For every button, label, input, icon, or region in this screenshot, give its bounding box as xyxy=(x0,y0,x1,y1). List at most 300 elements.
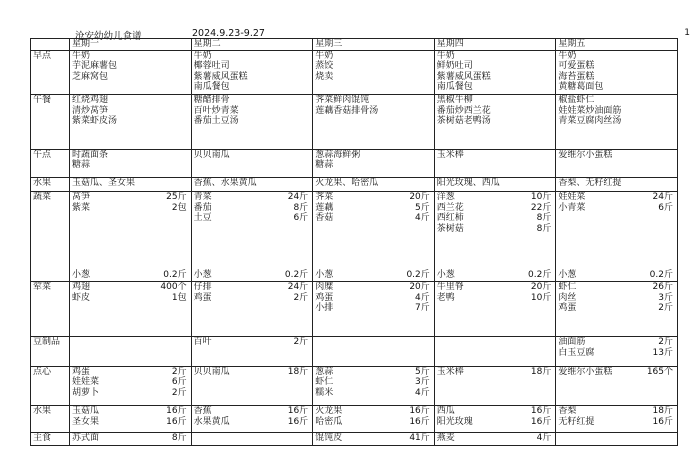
menu-item xyxy=(72,150,189,161)
category-label: 点心 xyxy=(31,366,70,406)
item-name: 南瓜餐包 xyxy=(436,82,473,92)
item-quantity: 10斤 xyxy=(530,292,552,303)
item-name: 青菜豆腐肉丝汤 xyxy=(558,116,622,127)
menu-item xyxy=(437,82,554,93)
item-name: 玉米棒 xyxy=(436,149,464,160)
menu-item xyxy=(437,61,554,72)
item-name: 火龙果、哈密瓜 xyxy=(315,177,379,188)
menu-item xyxy=(72,282,189,293)
item-name: 土豆 xyxy=(193,213,212,224)
menu-item xyxy=(194,95,311,106)
item-quantity: 5斤 xyxy=(415,202,430,213)
item-name: 紫薯威风蛋糕 xyxy=(193,71,248,82)
item-quantity: 24斤 xyxy=(287,192,309,203)
menu-item xyxy=(558,282,675,293)
menu-item xyxy=(72,72,189,83)
item-name: 牛里脊 xyxy=(436,282,464,293)
menu-cell xyxy=(434,337,556,366)
item-name: 茶树菇 xyxy=(436,223,464,234)
item-name: 仔排 xyxy=(193,282,212,293)
menu-item xyxy=(194,192,311,203)
menu-cell xyxy=(434,282,556,337)
menu-item xyxy=(194,106,311,117)
category-label: 午点 xyxy=(31,149,70,177)
menu-item xyxy=(437,178,554,189)
menu-item xyxy=(194,406,311,417)
menu-cell xyxy=(313,337,435,366)
menu-item xyxy=(558,178,675,189)
item-name: 圣女果 xyxy=(72,416,100,427)
item-name: 鸡蛋 xyxy=(72,366,91,377)
item-name: 娃娃菜 xyxy=(558,192,586,203)
menu-cell xyxy=(556,192,678,282)
menu-cell xyxy=(313,282,435,337)
category-label: 豆制品 xyxy=(31,337,70,366)
item-quantity: 4斤 xyxy=(536,433,552,444)
menu-item xyxy=(437,433,554,444)
menu-item xyxy=(315,417,432,428)
item-quantity: 16斤 xyxy=(166,406,187,417)
item-quantity: 16斤 xyxy=(409,406,430,417)
menu-item xyxy=(558,293,675,304)
menu-item xyxy=(72,203,189,214)
menu-cell xyxy=(191,95,313,149)
menu-item xyxy=(315,433,432,444)
menu-table xyxy=(30,38,678,446)
item-quantity: 20斤 xyxy=(409,282,430,293)
item-name: 小葱 xyxy=(72,269,91,280)
item-name: 阳光玫瑰、西瓜 xyxy=(436,177,500,188)
menu-item xyxy=(437,213,554,224)
page-number: 1 xyxy=(684,28,690,38)
item-quantity: 6斤 xyxy=(658,202,673,213)
menu-cell xyxy=(313,177,435,192)
item-name: 莲藕 xyxy=(315,202,334,213)
item-name: 椰蓉吐司 xyxy=(193,61,230,71)
item-name: 葱蒜 xyxy=(315,366,334,377)
menu-cell xyxy=(434,433,556,446)
item-quantity: 4斤 xyxy=(415,213,430,224)
menu-cell xyxy=(191,192,313,282)
item-quantity: 3斤 xyxy=(415,377,430,388)
menu-item xyxy=(194,116,311,127)
menu-item xyxy=(437,367,554,378)
item-name: 玉菇瓜 xyxy=(72,406,100,417)
menu-row xyxy=(31,149,678,177)
category-label: 水果 xyxy=(31,177,70,192)
item-quantity: 8斤 xyxy=(293,202,309,213)
menu-cell xyxy=(313,406,435,433)
item-quantity: 24斤 xyxy=(652,192,673,203)
menu-cell xyxy=(191,282,313,337)
menu-row xyxy=(31,192,678,282)
item-name: 贝贝南瓜 xyxy=(193,149,230,160)
day-header: 星期五 xyxy=(556,39,678,51)
menu-item xyxy=(558,367,675,378)
menu-item xyxy=(315,150,432,161)
menu-item xyxy=(437,224,554,235)
item-name: 青菜 xyxy=(193,192,212,203)
menu-row xyxy=(31,337,678,366)
item-quantity: 16斤 xyxy=(530,406,552,417)
item-quantity: 2斤 xyxy=(658,337,673,348)
category-label: 蔬菜 xyxy=(31,192,70,282)
item-name: 番茄炒西兰花 xyxy=(436,105,491,116)
menu-item xyxy=(558,106,675,117)
menu-cell xyxy=(313,95,435,149)
item-name: 鸡蛋 xyxy=(315,292,334,303)
item-name: 油面筋 xyxy=(558,337,586,348)
menu-item xyxy=(72,433,189,444)
menu-item xyxy=(437,116,554,127)
menu-cell xyxy=(313,433,435,446)
item-quantity: 0.2斤 xyxy=(406,269,430,280)
item-name: 水果黄瓜 xyxy=(193,416,230,427)
item-quantity: 2斤 xyxy=(293,337,309,348)
menu-item xyxy=(72,192,189,203)
menu-row xyxy=(31,406,678,433)
item-quantity: 2斤 xyxy=(171,387,187,398)
item-name: 鸡蛋 xyxy=(558,303,577,314)
menu-row xyxy=(31,177,678,192)
menu-item xyxy=(194,293,311,304)
menu-cell xyxy=(70,337,192,366)
item-name: 火龙果 xyxy=(315,406,343,417)
item-name: 无籽红提 xyxy=(558,416,595,427)
menu-item xyxy=(315,61,432,72)
menu-item xyxy=(437,417,554,428)
item-name: 香蕉 xyxy=(193,406,212,417)
menu-cell xyxy=(70,50,192,95)
menu-item xyxy=(72,406,189,417)
menu-item xyxy=(194,270,311,281)
item-name: 清炒莴笋 xyxy=(72,105,109,116)
item-name: 小排 xyxy=(315,303,334,314)
item-name: 娃娃菜 xyxy=(72,377,100,388)
menu-cell xyxy=(434,149,556,177)
item-name: 苏式面 xyxy=(72,433,100,444)
item-name: 烧卖 xyxy=(315,71,334,82)
item-name: 糯米 xyxy=(315,387,334,398)
item-quantity: 2斤 xyxy=(293,292,309,303)
item-quantity: 8斤 xyxy=(536,223,552,234)
item-quantity: 0.2斤 xyxy=(163,269,187,280)
menu-item xyxy=(315,270,432,281)
menu-row xyxy=(31,282,678,337)
menu-cell xyxy=(191,366,313,406)
item-quantity: 0.2斤 xyxy=(284,269,309,280)
item-name: 芋泥麻薯包 xyxy=(72,61,118,71)
item-quantity: 16斤 xyxy=(530,416,552,427)
item-quantity: 24斤 xyxy=(287,282,309,293)
item-name: 馄饨皮 xyxy=(315,433,343,444)
day-header: 星期一 xyxy=(70,39,192,51)
menu-item xyxy=(194,61,311,72)
menu-item xyxy=(437,72,554,83)
item-name: 番茄土豆汤 xyxy=(193,116,239,127)
item-name: 荠菜鲜肉馄饨 xyxy=(315,95,370,106)
item-name: 葱蒜海鲜粥 xyxy=(315,149,361,160)
menu-item xyxy=(558,192,675,203)
menu-item xyxy=(72,377,189,388)
menu-cell xyxy=(70,282,192,337)
menu-cell xyxy=(70,366,192,406)
menu-cell xyxy=(434,95,556,149)
item-name: 莴笋 xyxy=(72,192,91,203)
item-name: 黄糖葛面包 xyxy=(558,82,604,92)
item-name: 白玉豆腐 xyxy=(558,347,595,358)
item-name: 香蕉、水果黄瓜 xyxy=(193,177,257,188)
category-label: 午餐 xyxy=(31,95,70,149)
menu-item xyxy=(558,82,675,93)
item-name: 燕麦 xyxy=(436,433,455,444)
menu-item xyxy=(72,178,189,189)
menu-item xyxy=(558,150,675,161)
item-quantity: 18斤 xyxy=(652,406,673,417)
item-name: 小葱 xyxy=(558,269,577,280)
item-quantity: 25斤 xyxy=(166,192,187,203)
menu-cell xyxy=(556,95,678,149)
item-quantity: 400个 xyxy=(160,282,187,293)
menu-cell xyxy=(191,406,313,433)
item-name: 鸡蛋 xyxy=(193,292,212,303)
menu-cell xyxy=(191,50,313,95)
menu-item xyxy=(72,367,189,378)
menu-item xyxy=(437,203,554,214)
item-name: 紫薯威风蛋糕 xyxy=(436,71,491,82)
item-name: 芝麻窝包 xyxy=(72,71,109,82)
item-name: 糖醋排骨 xyxy=(193,95,230,106)
item-name: 茶树菇老鸭汤 xyxy=(436,116,491,127)
menu-item xyxy=(72,51,189,62)
menu-item xyxy=(558,203,675,214)
item-name: 百叶炒青菜 xyxy=(193,105,239,116)
menu-cell xyxy=(191,433,313,446)
day-header: 星期二 xyxy=(191,39,313,51)
item-name: 虾仁 xyxy=(315,377,334,388)
menu-item xyxy=(315,293,432,304)
menu-item xyxy=(558,270,675,281)
item-quantity: 3斤 xyxy=(658,292,673,303)
menu-item xyxy=(558,406,675,417)
menu-item xyxy=(194,282,311,293)
menu-item xyxy=(72,293,189,304)
menu-item xyxy=(194,178,311,189)
menu-cell xyxy=(191,177,313,192)
item-quantity: 8斤 xyxy=(536,213,552,224)
item-name: 牛奶 xyxy=(193,50,212,61)
menu-item xyxy=(315,303,432,314)
item-quantity: 6斤 xyxy=(171,377,187,388)
item-name: 牛奶 xyxy=(558,50,577,61)
category-label: 早点 xyxy=(31,50,70,95)
item-name: 小葱 xyxy=(436,269,455,280)
item-quantity: 41斤 xyxy=(409,433,430,444)
menu-cell xyxy=(556,149,678,177)
menu-item xyxy=(558,417,675,428)
menu-item xyxy=(315,203,432,214)
menu-cell xyxy=(70,177,192,192)
menu-item xyxy=(194,51,311,62)
item-name: 虾皮 xyxy=(72,292,91,303)
day-header: 星期三 xyxy=(313,39,435,51)
day-header-row xyxy=(31,39,678,51)
menu-item xyxy=(558,116,675,127)
item-quantity: 18斤 xyxy=(530,366,552,377)
menu-item xyxy=(72,160,189,171)
menu-item xyxy=(437,95,554,106)
menu-cell xyxy=(313,366,435,406)
item-name: 牛奶 xyxy=(436,50,455,61)
item-name: 哈密瓜 xyxy=(315,416,343,427)
item-name: 番茄 xyxy=(193,202,212,213)
item-name: 肉糜 xyxy=(315,282,334,293)
item-name: 糖蒜 xyxy=(315,160,334,171)
menu-item xyxy=(315,106,432,117)
item-name: 紫菜 xyxy=(72,202,91,213)
menu-row xyxy=(31,366,678,406)
menu-cell xyxy=(70,192,192,282)
menu-item xyxy=(315,95,432,106)
menu-item xyxy=(558,72,675,83)
corner-cell xyxy=(31,39,70,51)
item-quantity: 0.2斤 xyxy=(528,269,552,280)
menu-item xyxy=(194,367,311,378)
menu-item xyxy=(72,61,189,72)
menu-item xyxy=(194,82,311,93)
item-name: 牛奶 xyxy=(315,50,334,61)
menu-item xyxy=(194,203,311,214)
menu-cell xyxy=(556,50,678,95)
item-name: 蒸饺 xyxy=(315,61,334,71)
menu-cell xyxy=(556,366,678,406)
item-name: 牛奶 xyxy=(72,50,91,61)
item-name: 爱维尔小蛋糕 xyxy=(558,366,613,377)
item-name: 肉丝 xyxy=(558,292,577,303)
category-label: 荤菜 xyxy=(31,282,70,337)
menu-cell xyxy=(556,433,678,446)
item-name: 老鸭 xyxy=(436,292,455,303)
menu-cell xyxy=(556,177,678,192)
menu-item xyxy=(315,367,432,378)
menu-row xyxy=(31,95,678,149)
item-quantity: 18斤 xyxy=(287,366,309,377)
menu-cell xyxy=(70,406,192,433)
item-name: 百叶 xyxy=(193,337,212,348)
item-quantity: 2包 xyxy=(171,202,187,213)
menu-cell xyxy=(70,433,192,446)
menu-item xyxy=(315,178,432,189)
item-name: 爱维尔小蛋糕 xyxy=(558,149,613,160)
category-label: 主食 xyxy=(31,433,70,446)
menu-cell xyxy=(434,406,556,433)
menu-item xyxy=(558,61,675,72)
item-name: 小葱 xyxy=(193,269,212,280)
menu-item xyxy=(558,95,675,106)
menu-item xyxy=(437,270,554,281)
item-name: 西红柿 xyxy=(436,213,464,224)
item-name: 荠菜 xyxy=(315,192,334,203)
item-quantity: 22斤 xyxy=(530,202,552,213)
item-name: 香梨、无籽红提 xyxy=(558,177,622,188)
day-header: 星期四 xyxy=(434,39,556,51)
menu-item xyxy=(437,282,554,293)
menu-item xyxy=(558,51,675,62)
item-quantity: 10斤 xyxy=(530,192,552,203)
item-name: 小青菜 xyxy=(558,202,586,213)
item-quantity: 5斤 xyxy=(415,366,430,377)
item-name: 可爱蛋糕 xyxy=(558,61,595,71)
item-quantity: 20斤 xyxy=(530,282,552,293)
menu-item xyxy=(315,192,432,203)
item-quantity: 13斤 xyxy=(652,347,673,358)
menu-cell xyxy=(313,50,435,95)
item-quantity: 16斤 xyxy=(166,416,187,427)
item-name: 鸡翅 xyxy=(72,282,91,293)
menu-item xyxy=(72,95,189,106)
menu-item xyxy=(72,106,189,117)
item-quantity: 16斤 xyxy=(409,416,430,427)
menu-item xyxy=(194,337,311,348)
menu-item xyxy=(194,417,311,428)
menu-cell xyxy=(556,282,678,337)
item-quantity: 2斤 xyxy=(171,366,187,377)
item-name: 鲜奶吐司 xyxy=(436,61,473,71)
menu-item xyxy=(437,192,554,203)
menu-item xyxy=(315,377,432,388)
menu-item xyxy=(72,116,189,127)
menu-item xyxy=(315,388,432,399)
item-quantity: 0.2斤 xyxy=(649,269,673,280)
menu-item xyxy=(72,417,189,428)
item-name: 胡萝卜 xyxy=(72,387,100,398)
item-name: 香菇 xyxy=(315,213,334,224)
menu-title: 沧安幼幼儿食谱 xyxy=(75,31,142,42)
menu-cell xyxy=(191,149,313,177)
menu-item xyxy=(437,51,554,62)
menu-cell xyxy=(434,50,556,95)
item-name: 糖蒜 xyxy=(72,160,91,171)
menu-cell xyxy=(434,366,556,406)
item-name: 洋葱 xyxy=(436,192,455,203)
item-name: 红烧鸡翅 xyxy=(72,95,109,106)
item-name: 虾仁 xyxy=(558,282,577,293)
menu-item xyxy=(315,213,432,224)
menu-cell xyxy=(70,149,192,177)
menu-item xyxy=(194,150,311,161)
item-name: 玉米棒 xyxy=(436,366,464,377)
item-quantity: 16斤 xyxy=(652,416,673,427)
item-name: 紫菜虾皮汤 xyxy=(72,116,118,127)
item-quantity: 1包 xyxy=(171,292,187,303)
item-name: 贝贝南瓜 xyxy=(193,366,230,377)
item-name: 玉菇瓜、圣女果 xyxy=(72,177,136,188)
item-quantity: 4斤 xyxy=(415,292,430,303)
menu-item xyxy=(437,150,554,161)
item-quantity: 2斤 xyxy=(658,303,673,314)
item-name: 黑椒牛柳 xyxy=(436,95,473,106)
item-name: 莲藕香菇排骨汤 xyxy=(315,105,379,116)
item-name: 小葱 xyxy=(315,269,334,280)
item-quantity: 16斤 xyxy=(287,406,309,417)
menu-cell xyxy=(191,337,313,366)
item-quantity: 4斤 xyxy=(415,387,430,398)
item-name: 阳光玫瑰 xyxy=(436,416,473,427)
menu-cell xyxy=(313,192,435,282)
menu-cell xyxy=(434,192,556,282)
item-name: 西瓜 xyxy=(436,406,455,417)
menu-item xyxy=(315,282,432,293)
